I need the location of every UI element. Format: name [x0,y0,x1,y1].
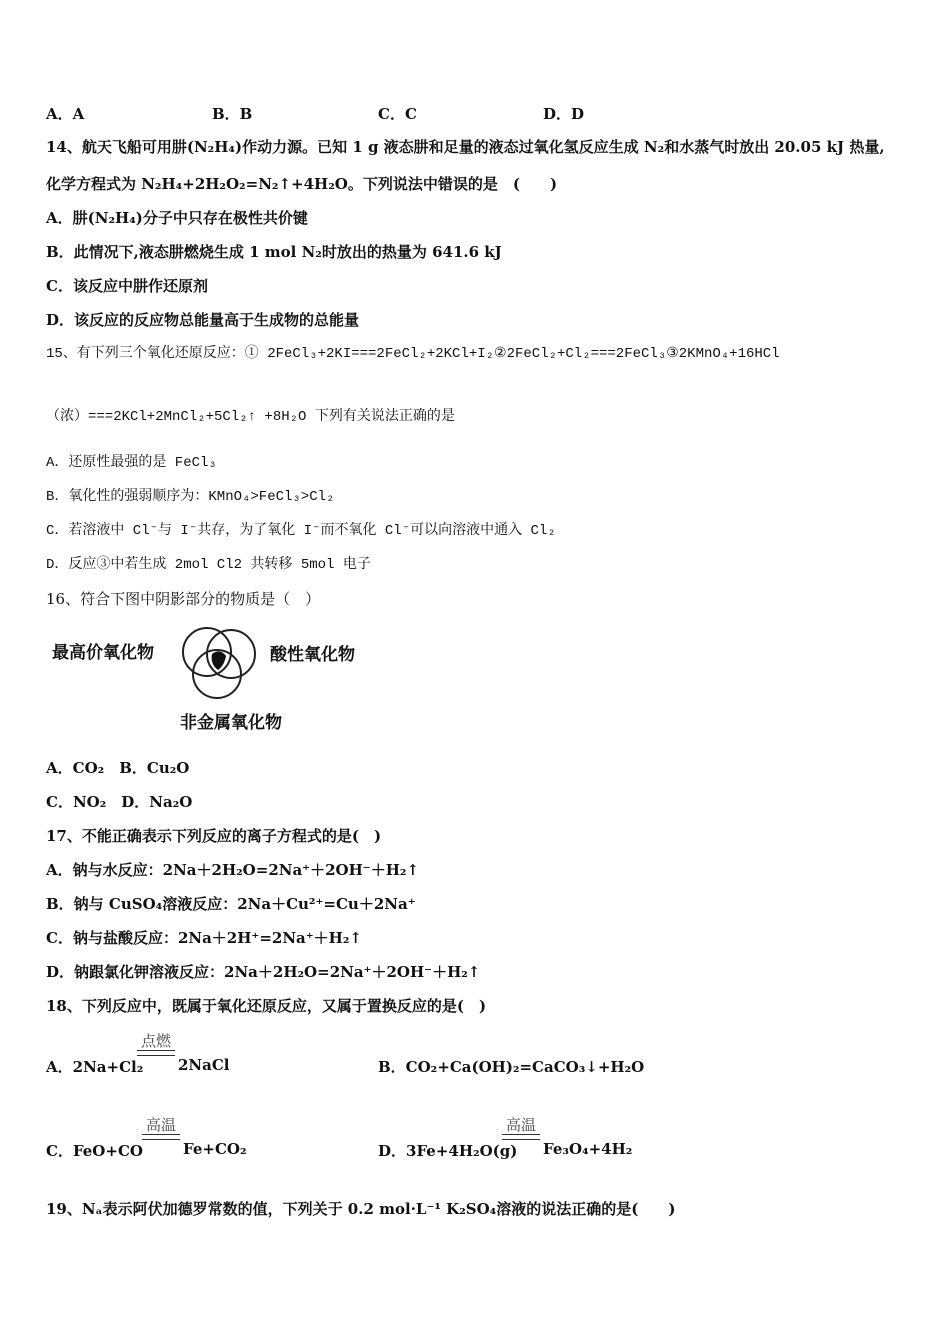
q18-option-c-right: Fe+CO₂ [183,1140,247,1158]
q13-option-a: A．A [46,105,85,123]
q14-option-c: C．该反应中肼作还原剂 [46,277,208,295]
q14-stem-line1: 14、航天飞船可用肼(N₂H₄)作动力源。已知 1 g 液态肼和足量的液态过氧化氢反应生成 N₂和水蒸气时放出 20.05 kJ 热量, [46,138,885,156]
q18-option-c-left: C．FeO+CO [46,1142,143,1160]
q15-option-c: C．若溶液中 Cl⁻与 I⁻共存，为了氧化 I⁻而不氧化 Cl⁻可以向溶液中通入 Cl₂ [46,523,556,539]
q17-option-c: C．钠与盐酸反应：2Na＋2H⁺=2Na⁺＋H₂↑ [46,929,362,947]
venn-diagram [46,626,386,736]
q13-option-d: D．D [543,105,585,123]
q14-stem-line2: 化学方程式为 N₂H₄+2H₂O₂=N₂↑+4H₂O。下列说法中错误的是 ( ) [46,175,558,193]
q17-option-a: A．钠与水反应：2Na＋2H₂O=2Na⁺＋2OH⁻＋H₂↑ [46,861,420,879]
q16-option-cd: C．NO₂ D．Na₂O [46,793,193,811]
q18-option-c-condition: 高温 [145,1116,176,1134]
q15-stem-line1: 15、有下列三个氧化还原反应：① 2FeCl₃+2KI===2FeCl₂+2KCl+I₂②2FeCl₂+Cl₂===2FeCl₃③2KMnO₄+16HCl [46,346,780,362]
q18-option-c-equals [142,1134,180,1140]
q15-stem-line2: （浓）===2KCl+2MnCl₂+5Cl₂↑ +8H₂O 下列有关说法正确的是 [46,409,455,425]
q18-option-a-right: 2NaCl [178,1056,230,1074]
q18-option-d-right: Fe₃O₄+4H₂ [543,1140,633,1158]
venn-label-highest-oxide: 最高价氧化物 [52,643,154,663]
q14-option-b: B．此情况下,液态肼燃烧生成 1 mol N₂时放出的热量为 641.6 kJ [46,243,502,261]
q17-option-b: B．钠与 CuSO₄溶液反应：2Na＋Cu²⁺=Cu＋2Na⁺ [46,895,416,913]
q15-option-b: B．氧化性的强弱顺序为：KMnO₄>FeCl₃>Cl₂ [46,489,335,505]
q18-option-d-equals [502,1134,540,1140]
q15-option-a: A．还原性最强的是 FeCl₃ [46,455,217,471]
q18-option-a-equals [137,1050,175,1056]
venn-label-nonmetal-oxide: 非金属氧化物 [180,713,282,733]
q18-stem: 18、下列反应中，既属于氧化还原反应，又属于置换反应的是( ) [46,997,487,1015]
q18-option-a-condition: 点燃 [140,1032,171,1050]
q18-option-d-left: D．3Fe+4H₂O(g) [378,1142,518,1160]
q13-option-c: C．C [378,105,417,123]
q14-option-d: D．该反应的反应物总能量高于生成物的总能量 [46,311,360,329]
q13-option-b: B．B [212,105,253,123]
q16-stem: 16、符合下图中阴影部分的物质是（ ） [46,590,321,608]
q19-stem: 19、Nₐ表示阿伏加德罗常数的值，下列关于 0.2 mol·L⁻¹ K₂SO₄溶液的说法正确的是( ) [46,1200,676,1218]
q18-option-b: B．CO₂+Ca(OH)₂=CaCO₃↓+H₂O [378,1058,645,1076]
q18-option-a-left: A．2Na+Cl₂ [46,1058,144,1076]
venn-label-acidic-oxide: 酸性氧化物 [270,645,355,665]
q17-option-d: D．钠跟氯化钾溶液反应：2Na＋2H₂O=2Na⁺＋2OH⁻＋H₂↑ [46,963,481,981]
venn-circles [176,626,266,706]
venn-shaded-region [212,651,226,670]
q17-stem: 17、不能正确表示下列反应的离子方程式的是( ) [46,827,382,845]
q16-option-ab: A．CO₂ B．Cu₂O [46,759,190,777]
q14-option-a: A．肼(N₂H₄)分子中只存在极性共价键 [46,209,308,227]
q15-option-d: D．反应③中若生成 2mol Cl2 共转移 5mol 电子 [46,557,371,573]
q18-option-d-condition: 高温 [505,1116,536,1134]
